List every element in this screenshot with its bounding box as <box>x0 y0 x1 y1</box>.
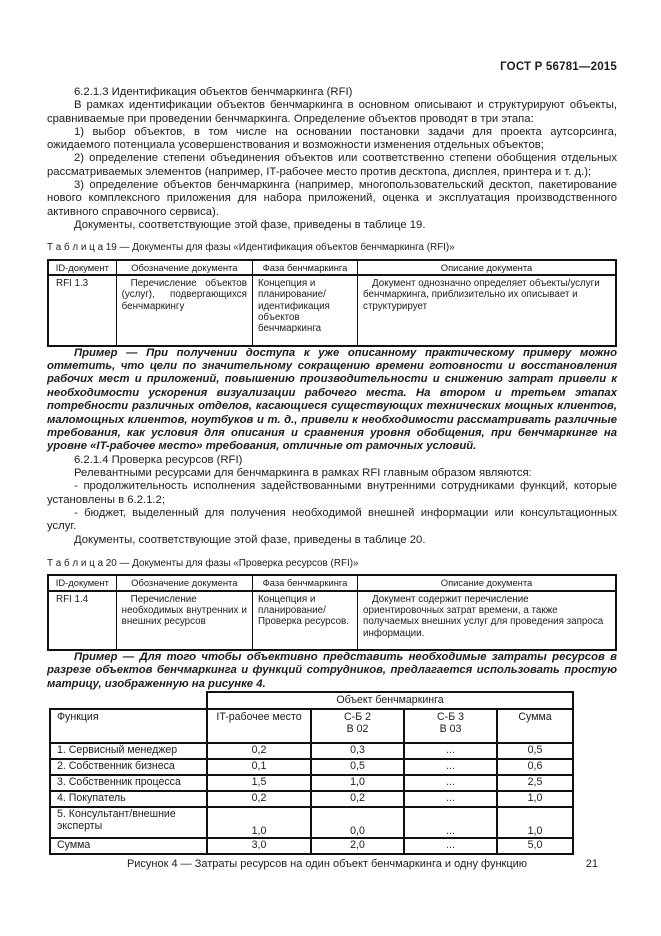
paragraph: 3) определение объектов бенчмаркинга (например, многопользовательский десктоп, пакетирование нового комплексного приложения для набора приложений, оценка и эксплуатация производственного активного справочного сервиса). <box>47 179 617 218</box>
table-cell: Документ содержит перечисление ориентировочных затрат времени, а также получаемых внешних услуг для проведения запроса информации. <box>358 591 616 650</box>
paragraph: - бюджет, выделенный для получения необходимой внешней информации или консультационных услуг. <box>47 506 617 533</box>
table-header-cell: Фаза бенчмаркинга <box>252 575 357 590</box>
column-header-line: С-Б 2 <box>344 711 371 724</box>
row-label: 5. Консультант/внешние эксперты <box>50 807 207 838</box>
table-cell: Концепция и планирование/ Проверка ресурсов. <box>252 591 357 650</box>
column-header-cell <box>311 709 404 743</box>
row-label: 3. Собственник процесса <box>50 775 207 791</box>
value-cell: ... <box>404 743 497 759</box>
value-cell: 1,0 <box>497 807 573 838</box>
row-label: 2. Собственник бизнеса <box>50 759 207 775</box>
value-cell: 0,2 <box>207 791 311 807</box>
row-label: 1. Сервисный менеджер <box>50 743 207 759</box>
value-cell: 2,0 <box>311 838 404 854</box>
value-cell: ... <box>404 807 497 838</box>
table-header-cell: Описание документа <box>358 575 616 590</box>
table-header-cell: Обозначение документа <box>116 575 252 590</box>
table-row <box>50 775 573 791</box>
value-cell: 0,6 <box>497 759 573 775</box>
value-cell: 3,0 <box>207 838 311 854</box>
value-cell: 5,0 <box>497 838 573 854</box>
value-cell: 0,2 <box>207 743 311 759</box>
table-row <box>50 807 573 838</box>
doc-header: ГОСТ Р 56781—2015 <box>500 61 617 73</box>
paragraph: Релевантными ресурсами для бенчмаркинга в рамках RFI главным образом являются: <box>74 467 532 480</box>
value-cell: 1,0 <box>497 791 573 807</box>
value-cell: 0,5 <box>497 743 573 759</box>
table-row <box>50 791 573 807</box>
row-label: 4. Покупатель <box>50 791 207 807</box>
table-header-cell: ID-документ <box>48 260 116 275</box>
table19 <box>47 259 617 347</box>
value-cell: ... <box>404 759 497 775</box>
table-row <box>48 275 616 345</box>
column-header-row <box>50 709 573 743</box>
row-label: Сумма <box>50 838 207 854</box>
value-cell: ... <box>404 791 497 807</box>
paragraph: Документы, соответствующие этой фазе, приведены в таблице 19. <box>74 218 426 231</box>
value-cell: 0,5 <box>311 759 404 775</box>
table20-caption: Т а б л и ц а 20 — Документы для фазы «Проверка ресурсов (RFI)» <box>47 557 359 569</box>
span-header-cell: Объект бенчмаркинга <box>207 692 573 709</box>
table-header-row <box>48 260 616 275</box>
table20 <box>47 574 617 650</box>
table-header-cell: Обозначение документа <box>116 260 252 275</box>
section-6213-heading: 6.2.1.3 Идентификация объектов бенчмаркинга (RFI) <box>74 86 353 98</box>
blank-cell <box>50 692 207 709</box>
table-cell: Перечисление необходимых внутренних и внешних ресурсов <box>116 591 252 650</box>
table-cell: RFI 1.4 <box>48 591 116 650</box>
paragraph: Документы, соответствующие этой фазе, приведены в таблице 20. <box>74 533 426 546</box>
table19-caption: Т а б л и ц а 19 — Документы для фазы «Идентификация объектов бенчмаркинга (RFI)» <box>47 242 455 254</box>
table-cell: Перечисление объектов (услуг), подвергающихся бенчмаркингу <box>116 275 252 345</box>
section-6214-heading: 6.2.1.4 Проверка ресурсов (RFI) <box>74 453 243 466</box>
example-paragraph: Пример — При получении доступа к уже описанному практическому примеру можно отметить, что цели по значительному сокращению времени готовности и восстановления рабочих мест и приложений, повышению производительности и снижению затрат привели к необходимости ускорения визуализации рабочего места. На втором и третьем этапах потребности различных отделов, касающиеся существующих технических мощных клиентов, маломощных клиентов, ноутбуков и т. д., привели к необходимости рассматривать различные требования, как условия для описания и сравнения уровня обобщения, при бенчмаркинге на уровне «IT-рабочее место» требования, отличные от рамочных условий. <box>47 346 617 453</box>
figure4-matrix-table <box>49 691 574 855</box>
table-header-cell: Фаза бенчмаркинга <box>252 260 357 275</box>
column-header-line: В 03 <box>439 723 462 736</box>
figure4-caption: Рисунок 4 — Затраты ресурсов на один объект бенчмаркинга и одну функцию <box>126 858 528 871</box>
value-cell: 1,0 <box>207 807 311 838</box>
value-cell: 0,0 <box>311 807 404 838</box>
table-row <box>50 743 573 759</box>
column-header-line: С-Б 3 <box>437 711 464 724</box>
table-header-cell: Описание документа <box>358 260 616 275</box>
value-cell: ... <box>404 838 497 854</box>
table-header-cell: ID-документ <box>48 575 116 590</box>
page-content <box>47 86 617 870</box>
column-header-cell: IT-рабочее место <box>207 709 311 743</box>
page-number: 21 <box>585 858 598 870</box>
table-row <box>48 591 616 650</box>
table-cell: RFI 1.3 <box>48 275 116 345</box>
value-cell: 0,3 <box>311 743 404 759</box>
value-cell: 0,2 <box>311 791 404 807</box>
paragraph: 1) выбор объектов, в том числе на основании постановки задачи для проекта аутсорсинга, ожидаемого потенциала усовершенствования и возможности изменения отдельных объектов; <box>47 125 617 152</box>
paragraph: - продолжительность исполнения задействованными внутренними сотрудниками функций, которые установлены в 6.2.1.2; <box>47 480 617 506</box>
table-cell: Документ однозначно определяет объекты/услуги бенчмаркинга, приблизительно их описывает и структурирует <box>358 275 616 345</box>
table-cell: Концепция и планирование/ идентификация объектов бенчмаркинга <box>252 275 357 345</box>
table-row-total <box>50 838 573 854</box>
paragraph: В рамках идентификации объектов бенчмаркинга в основном описывают и структурируют объекты, сравниваемые при проведении бенчмаркинга. Определение объектов проводят в три этапа: <box>47 99 617 125</box>
column-header-cell: Сумма <box>497 709 573 743</box>
table-header-row <box>48 575 616 590</box>
paragraph: 2) определение степени объединения объектов или соответственно степени обобщения отдельных рассматриваемых элементов (например, IT-рабочее место против десктопа, дисплея, принтера и т. д.); <box>47 152 617 178</box>
span-header-row <box>50 692 573 709</box>
value-cell: 2,5 <box>497 775 573 791</box>
table-row <box>50 759 573 775</box>
value-cell: 1,5 <box>207 775 311 791</box>
column-header-cell: Функция <box>50 709 207 743</box>
column-header-cell <box>404 709 497 743</box>
value-cell: ... <box>404 775 497 791</box>
value-cell: 1,0 <box>311 775 404 791</box>
column-header-line: В 02 <box>346 723 369 736</box>
example-paragraph: Пример — Для того чтобы объективно представить необходимые затраты ресурсов в разрезе объектов бенчмаркинга и функций сотрудников, предлагается использовать простую матрицу, изображенную на рисунке 4. <box>47 650 617 690</box>
value-cell: 0,1 <box>207 759 311 775</box>
